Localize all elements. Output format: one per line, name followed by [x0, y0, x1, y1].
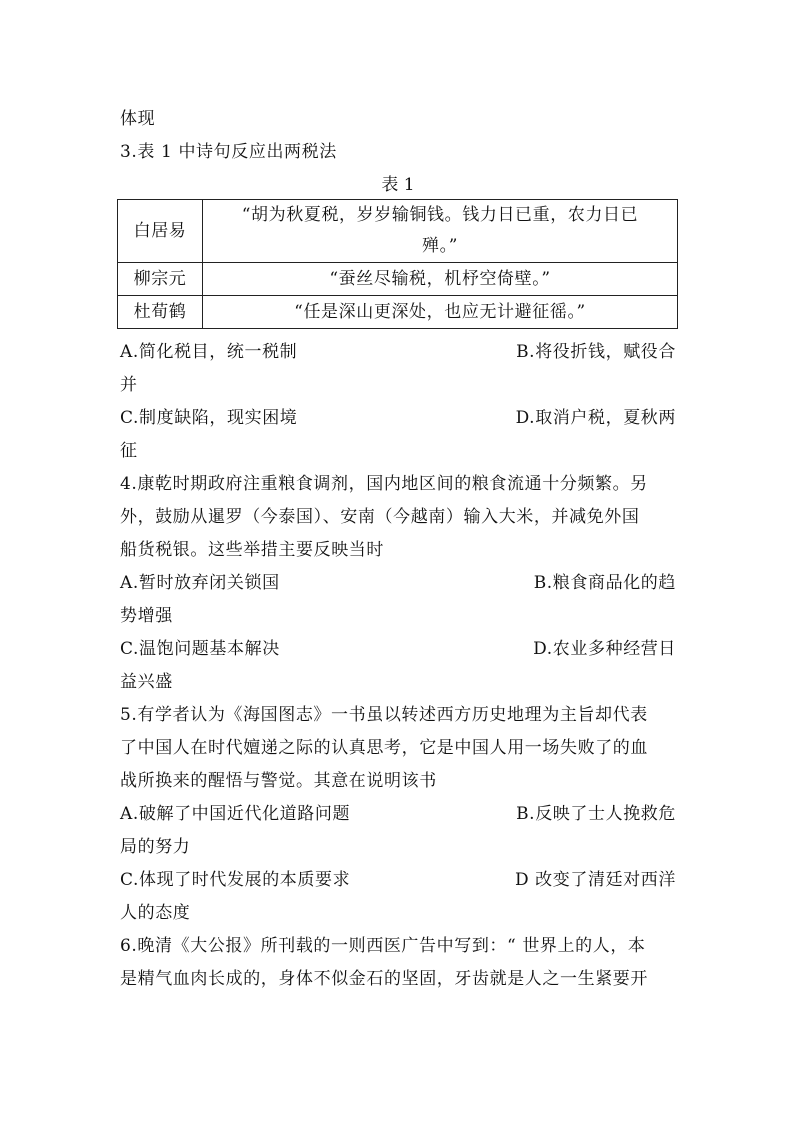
option-b: B.粮食商品化的趋: [533, 573, 676, 593]
question-5-stem: 战所换来的醒悟与警觉。其意在说明该书: [120, 771, 437, 791]
question-4-stem: 船货税银。这些举措主要反映当时: [120, 540, 384, 560]
question-6-stem: 是精气血肉长成的，身体不似金石的坚固，牙齿就是人之一生紧要开: [120, 969, 648, 989]
poem-table: [117, 199, 678, 329]
verse-cell: [203, 200, 678, 263]
table-row: [118, 200, 678, 263]
option-b-continuation: 局的努力: [120, 837, 191, 857]
author-cell: 白居易: [118, 200, 203, 263]
option-c: C.温饱问题基本解决: [120, 639, 280, 659]
option-c: C.制度缺陷，现实困境: [120, 408, 298, 428]
question-4-stem: 外，鼓励从暹罗（今泰国）、安南（今越南）输入大米，并减免外国: [120, 507, 640, 527]
option-a: A.暂时放弃闭关锁国: [120, 573, 280, 593]
question-4-stem: 4.康乾时期政府注重粮食调剂，国内地区间的粮食流通十分频繁。另: [120, 474, 648, 494]
option-a: A.简化税目，统一税制: [120, 342, 298, 362]
option-d-continuation: 人的态度: [120, 903, 191, 923]
document-page: [120, 103, 676, 996]
q5-options-row-1: [120, 798, 676, 831]
author-cell: 杜荀鹤: [118, 296, 203, 329]
option-d-continuation: 益兴盛: [120, 672, 173, 692]
option-b: B.将役折钱，赋役合: [516, 342, 676, 362]
verse-cell: “任是深山更深处，也应无计避征徭。”: [203, 296, 678, 329]
verse-line: 殚。”: [422, 236, 458, 256]
question-6-stem: 6.晚清《大公报》所刊载的一则西医广告中写到：“ 世界上的人，本: [120, 936, 646, 956]
q3-options-row-2: [120, 402, 676, 435]
question-5-stem: 5.有学者认为《海国图志》一书虽以转述西方历史地理为主旨却代表: [120, 705, 648, 725]
table-row: [118, 263, 678, 296]
table-caption: 表 1: [381, 175, 415, 195]
option-b: B.反映了士人挽救危: [516, 804, 676, 824]
option-a: A.破解了中国近代化道路问题: [120, 804, 351, 824]
option-b-continuation: 势增强: [120, 606, 173, 626]
author-cell: 柳宗元: [118, 263, 203, 296]
verse-line: “胡为秋夏税，岁岁输铜钱。钱力日已重，农力日已: [241, 205, 639, 225]
option-c: C.体现了时代发展的本质要求: [120, 870, 351, 890]
question-5-stem: 了中国人在时代嬗递之际的认真思考，它是中国人用一场失败了的血: [120, 738, 648, 758]
option-d: D.农业多种经营日: [533, 639, 676, 659]
question-3-stem: 3.表 1 中诗句反应出两税法: [120, 142, 337, 162]
option-b-continuation: 并: [120, 375, 138, 395]
table-row: [118, 296, 678, 329]
q4-options-row-1: [120, 567, 676, 600]
q5-options-row-2: [120, 864, 676, 897]
verse-cell: “蚕丝尽输税，机杼空倚壁。”: [203, 263, 678, 296]
q4-options-row-2: [120, 633, 676, 666]
q3-options-row-1: [120, 336, 676, 369]
option-d: D.取消户税，夏秋两: [515, 408, 676, 428]
option-d-continuation: 征: [120, 441, 138, 461]
option-d: D 改变了清廷对西洋: [514, 870, 676, 890]
q2-tail: 体现: [120, 109, 156, 129]
